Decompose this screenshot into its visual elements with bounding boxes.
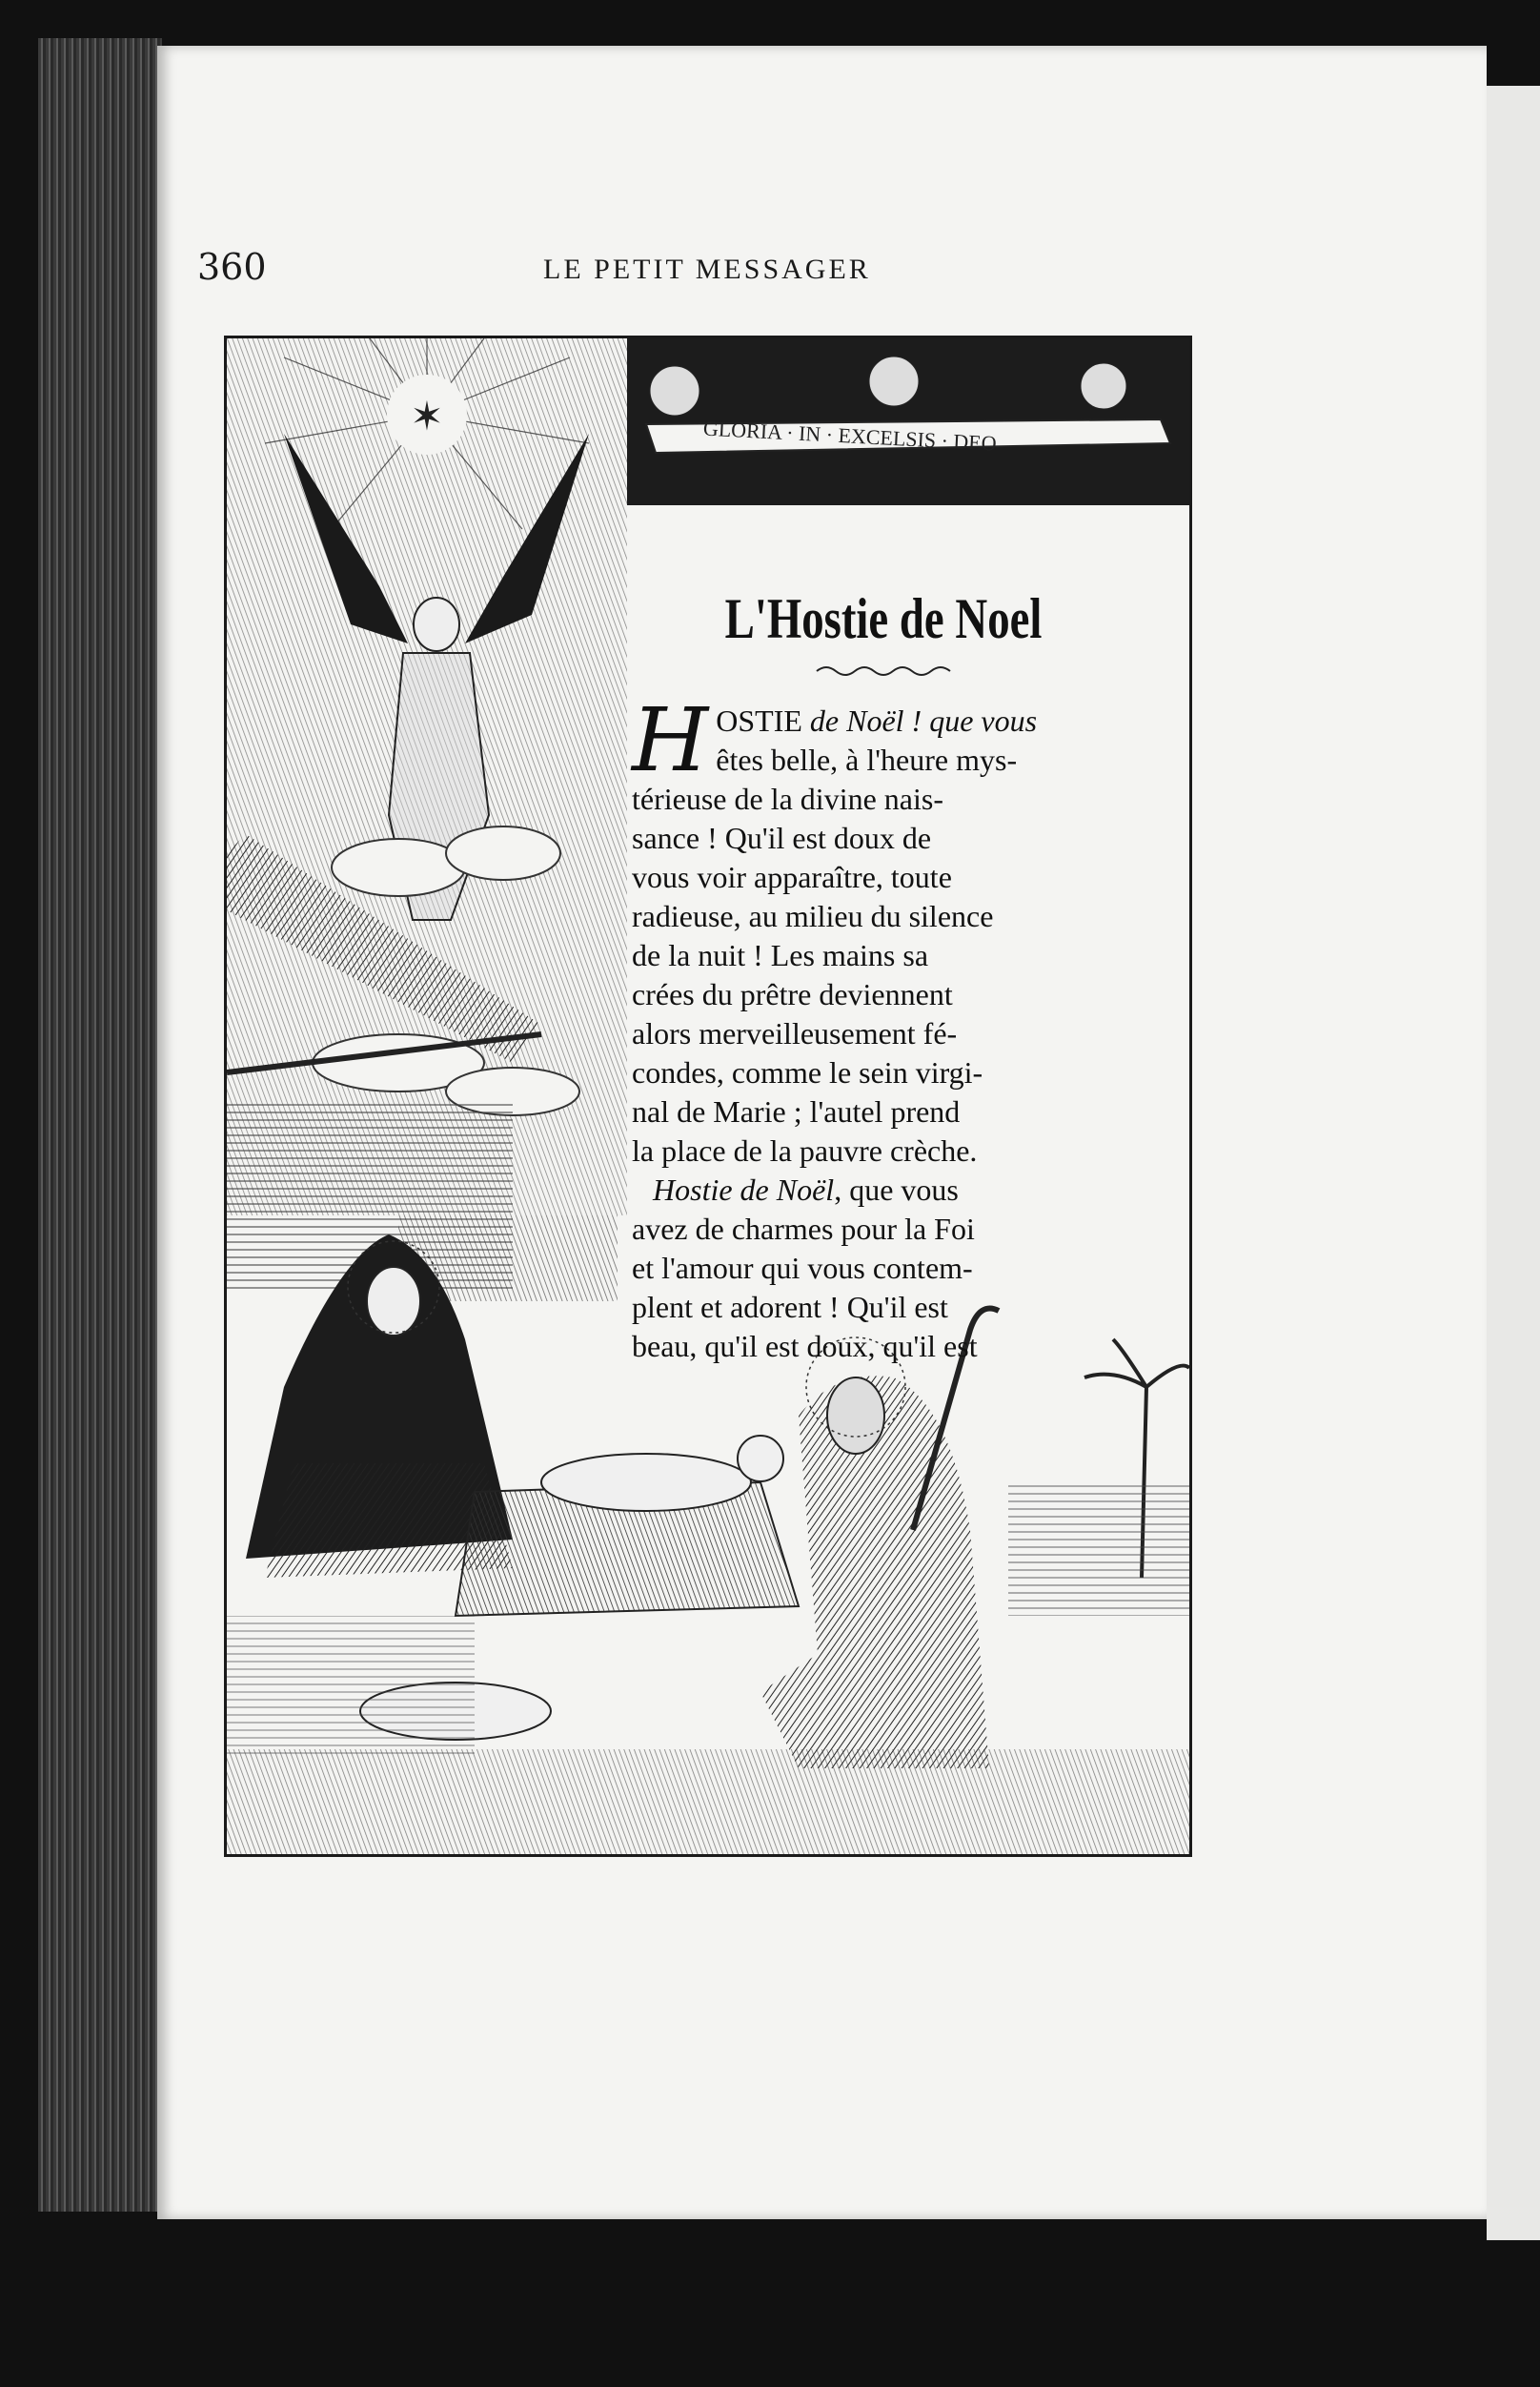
- book-edge: [38, 38, 162, 2212]
- cherub-1: [650, 366, 699, 416]
- child-figure: [541, 1454, 751, 1511]
- ornament-divider: [632, 660, 1135, 688]
- body-line-6: de la nuit ! Les mains sa: [632, 938, 929, 972]
- article-text-block: [632, 586, 1135, 1366]
- body-line-10: nal de Marie ; l'autel prend: [632, 1094, 961, 1129]
- body-line-2: térieuse de la divine nais-: [632, 782, 943, 816]
- para2-line-4: beau, qu'il est doux, qu'il est: [632, 1329, 978, 1363]
- engraved-plate: [224, 336, 1192, 1857]
- page-number: 360: [197, 246, 267, 288]
- body-line-0: de Noël ! que vous: [801, 704, 1038, 738]
- para2-line-1: avez de charmes pour la Foi: [632, 1212, 975, 1246]
- body-line-1: êtes belle, à l'heure mys-: [716, 743, 1018, 777]
- para2-line-0: Hostie de Noël, que vous: [653, 1173, 959, 1207]
- body-line-4: vous voir apparaître, toute: [632, 860, 952, 894]
- dropcap: H: [632, 689, 709, 791]
- mary-face: [367, 1267, 420, 1336]
- cherub-2: [869, 357, 919, 406]
- first-word: OSTIE: [716, 704, 802, 738]
- angel-head: [414, 598, 459, 651]
- body-line-3: sance ! Qu'il est doux de: [632, 821, 932, 855]
- body-line-9: condes, comme le sein virgi-: [632, 1055, 983, 1090]
- para2-line-3: plent et adorent ! Qu'il est: [632, 1290, 948, 1324]
- body-line-8: alors merveilleusement fé-: [632, 1016, 958, 1051]
- facing-page-edge: [1487, 86, 1540, 2240]
- body-line-7: crées du prêtre deviennent: [632, 977, 953, 1011]
- page-header: [0, 246, 1540, 303]
- star-icon: ✶: [410, 393, 444, 439]
- para2-italic: Hostie de Noël: [653, 1173, 835, 1207]
- body-line-5: radieuse, au milieu du silence: [632, 899, 994, 933]
- running-title: LE PETIT MESSAGER: [543, 254, 871, 285]
- cherub-3: [1081, 363, 1126, 409]
- article-title: L'Hostie de Noel: [724, 587, 1043, 650]
- body-line-11: la place de la pauvre crèche.: [632, 1133, 978, 1168]
- joseph-face: [827, 1377, 884, 1454]
- para2-line-2: et l'amour qui vous contem-: [632, 1251, 973, 1285]
- ground: [227, 1749, 1189, 1854]
- banner-text: GLORIA · IN · EXCELSIS · DEO: [702, 416, 998, 456]
- article-body: [632, 689, 1135, 1366]
